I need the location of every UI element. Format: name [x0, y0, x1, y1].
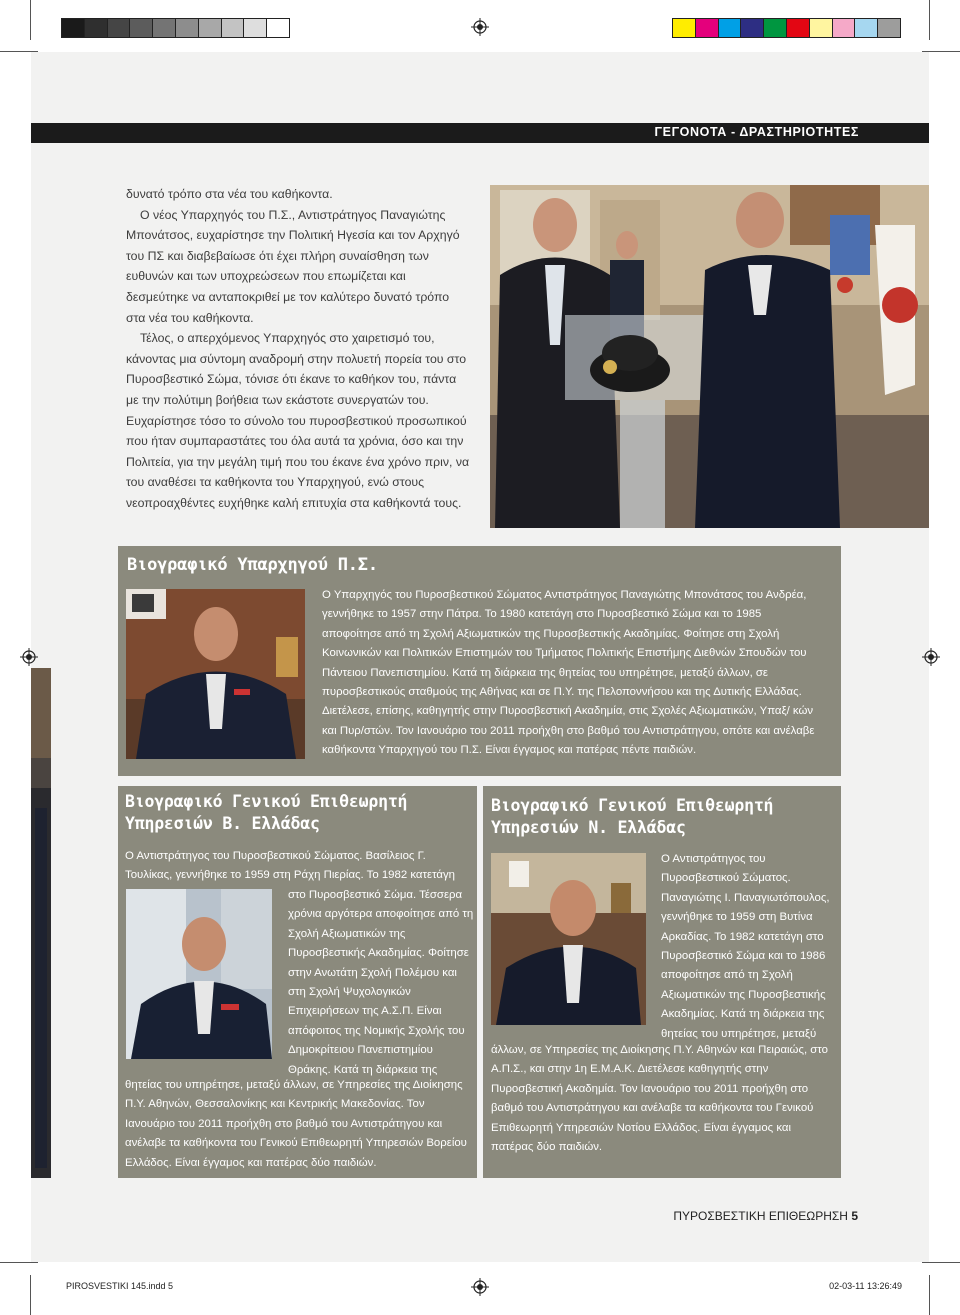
crop-mark — [30, 1275, 31, 1315]
article-paragraph: Τέλος, ο απερχόμενος Υπαρχηγός στο χαιρετισμό του, κάνοντας μια σύντομη αναδρομή στην πολυετή πορεία του στο Πυροσβεστικό Σώμα, τόνισε ότι έκανε το καθήκον του, πάντα με την πολύτιμη βοήθεια των εκάστοτε συνεργατών του. Ευχαρίστησε τόσο το σύνολο του πυροσβεστικού προσωπικού που ήταν συμπαραστάτες του όλα αυτά τα χρόνια, όσο και την Πολιτεία, για την μεγάλη τιμή που του έκανε ένα χρόνο πριν, να του αναθέσει τα καθήκοντα του Υπαρχηγού, ενώ στους νεοπροαχθέντες ευχήθηκε καλή επιτυχία στα καθήκοντά τους. — [126, 331, 470, 510]
color-swatch — [786, 18, 810, 38]
article-body — [126, 184, 471, 514]
bio-text-side — [288, 886, 476, 1080]
bio-paragraph: στο Πυροσβεστικό Σώμα. Τέσσερα χρόνια αργότερα αποφοίτησε από τη Σχολή Αξιωματικών της Πυροσβεστικής Ακαδημίας. Φοίτησε στην Ανωτάτη Σχολή Πολέμου και στη Σχολή Ψυχολογικών Επιχειρήσεων της Α.Σ.Π. Είναι απόφοιτος της Νομικής Σχολής του Δημοκρίτειου Πανεπιστημίου Θράκης. Κατά τη διάρκεια της — [288, 889, 474, 1076]
color-swatch — [672, 18, 696, 38]
portrait-photo-deputy-chief — [126, 589, 305, 759]
portrait-photo-north-inspector — [126, 889, 272, 1059]
section-title: ΓΕΓΟΝΟΤΑ - ΔΡΑΣΤΗΡΙΟΤΗΤΕΣ — [654, 125, 859, 139]
color-swatch — [832, 18, 856, 38]
bio-paragraph: Ο Αντιστράτηγος του Πυροσβεστικού Σώματος. Παναγιώτης Ι. Παναγιωτόπουλος, γεννήθηκε το 1959 στη Βυτίνα Αρκαδίας. Το 1982 κατετάγη στο Πυροσβεστικό Σώμα και το 1986 αποφοίτησε από τη Σχολή Αξιωματικών της Πυροσβεστικής Ακαδημίας. Κατά τη διάρκεια της θητείας του υπηρέτησε, μεταξύ — [661, 853, 830, 1040]
bio-paragraph: άλλων, σε Υπηρεσίες της Διοίκησης Π.Υ. Αθηνών και Πειραιώς, στο Α.Π.Σ., και στην 1η Ε.Μ.Α.Κ. Διετέλεσε καθηγητής στην Πυροσβεστική Ακαδημία. Τον Ιανουάριο του 2011 προήχθη στο βαθμό του Αντιστράτηγου και ανέλαβε τα καθήκοντα του Γενικού Επιθεωρητή Υπηρεσιών Νοτίου Ελλάδος. Είναι έγγαμος και πατέρας δύο παιδιών. — [491, 1044, 828, 1154]
print-slug-file: PIROSVESTIKI 145.indd 5 — [66, 1281, 174, 1291]
crop-mark — [30, 0, 31, 40]
color-swatch — [854, 18, 878, 38]
bio-paragraph: Ο Αντιστράτηγος του Πυροσβεστικού Σώματος. Βασίλειος Γ. Τουλίκας, γεννήθηκε το 1959 στη Ράχη Πιερίας. Το 1982 κατετάγη — [125, 850, 456, 882]
color-swatch — [877, 18, 901, 38]
bio-title: Βιογραφικό Υπαρχηγού Π.Σ. — [127, 555, 378, 575]
portrait-photo-south-inspector — [491, 853, 646, 1025]
color-swatch — [740, 18, 764, 38]
color-swatch — [61, 18, 85, 38]
color-swatch — [84, 18, 108, 38]
color-swatch — [243, 18, 267, 38]
print-slug-datetime: 02-03-11 13:26:49 — [829, 1281, 902, 1291]
crop-mark — [0, 51, 38, 52]
section-header-bar — [31, 123, 929, 143]
page-number: 5 — [851, 1209, 858, 1223]
registration-mark-icon — [471, 18, 489, 36]
crop-mark — [929, 1275, 930, 1315]
bio-title: Βιογραφικό Γενικού Επιθεωρητή Υπηρεσιών Β. Ελλάδας — [125, 792, 408, 833]
bio-text-rest — [125, 1076, 471, 1173]
bio-text — [322, 586, 822, 761]
color-swatch — [266, 18, 290, 38]
crop-mark — [0, 1262, 38, 1263]
bio-text-rest — [491, 1041, 831, 1157]
page-footer — [673, 1209, 858, 1223]
crop-mark — [929, 0, 930, 40]
crop-mark — [922, 1262, 960, 1263]
bio-box-deputy-chief — [118, 546, 841, 776]
registration-mark-icon — [922, 648, 940, 666]
color-swatch — [175, 18, 199, 38]
bio-box-north-greece — [118, 786, 477, 1178]
color-swatch — [809, 18, 833, 38]
article-paragraph: Ο νέος Υπαρχηγός του Π.Σ., Αντιστράτηγος Παναγιώτης Μπονάτσος, ευχαρίστησε την Πολιτική Ηγεσία και τον Αρχηγό του ΠΣ και διαβεβαίωσε ότι έχει πλήρη συναίσθηση των ευθυνών και των υποχρεώσεων που επωμίζεται και δεσμεύτηκε να ανταποκριθεί με τον καλύτερο δυνατό τρόπο στα νέα του καθήκοντα. — [126, 207, 460, 325]
magazine-name: ΠΥΡΟΣΒΕΣΤΙΚΗ ΕΠΙΘΕΩΡΗΣΗ — [673, 1209, 848, 1223]
ceremony-photo — [490, 185, 929, 528]
color-swatch — [718, 18, 742, 38]
color-swatch — [221, 18, 245, 38]
left-edge-photo-strip — [31, 668, 51, 1178]
bio-text-side — [661, 850, 837, 1044]
color-swatch — [152, 18, 176, 38]
bio-paragraph: Ο Υπαρχηγός του Πυροσβεστικού Σώματος Αντιστράτηγος Παναγιώτης Μπονάτσος του Ανδρέα, γεννήθηκε το 1957 στην Πάτρα. Το 1980 κατετάγη στο Πυροσβεστικό Σώμα και το 1985 αποφοίτησε από τη Σχολή Αξιωματικών της Πυροσβεστικής Ακαδημίας. Φοίτησε στη Σχολή Κοινωνικών και Πολιτικών Επιστημών του Τμήματος Πολιτικής Επιστήμης Διεθνών Σπουδών του Πάντειου Πανεπιστημίου. Κατά τη διάρκεια της θητείας του υπηρέτησε, μεταξύ άλλων, σε πυροσβεστικούς σταθμούς της Αθήνας και σε Π.Υ. της Πελοποννήσου και της Δυτικής Ελλάδας. Διετέλεσε, επίσης, καθηγητής στην Πυροσβεστική Ακαδημία, στις Σχολές Αξιωματικών, Υπαξ/ κών και Πυρ/στών. Τον Ιανουάριο του 2011 προήχθη στο βαθμό του Αντιστράτηγου, οπότε και ανέλαβε καθήκοντα Υπαρχηγού του Π.Σ. Είναι έγγαμος και πατέρας πέντε παιδιών. — [322, 589, 815, 757]
color-swatch — [763, 18, 787, 38]
color-swatch — [198, 18, 222, 38]
bio-title: Βιογραφικό Γενικού Επιθεωρητή Υπηρεσιών Ν. Ελλάδας — [491, 796, 774, 837]
bio-paragraph: θητείας του υπηρέτησε, μεταξύ άλλων, σε Υπηρεσίες της Διοίκησης Π.Υ. Αθηνών, Θεσσαλονίκης και Κεντρικής Μακεδονίας. Τον Ιανουάριο του 2011 προήχθη στο βαθμό του Αντιστράτηγου και ανέλαβε τα καθήκοντα του Γενικού Επιθεωρητή Υπηρεσιών Βορείου Ελλάδος. Είναι έγγαμος και πατέρας δύο παιδιών. — [125, 1079, 467, 1169]
color-swatch — [129, 18, 153, 38]
article-paragraph: δυνατό τρόπο στα νέα του καθήκοντα. — [126, 187, 333, 201]
registration-mark-icon — [471, 1278, 489, 1296]
crop-mark — [922, 51, 960, 52]
registration-mark-icon — [20, 648, 38, 666]
color-swatch — [107, 18, 131, 38]
bio-text-intro — [125, 847, 471, 886]
bio-box-south-greece — [483, 786, 841, 1178]
color-swatch — [695, 18, 719, 38]
